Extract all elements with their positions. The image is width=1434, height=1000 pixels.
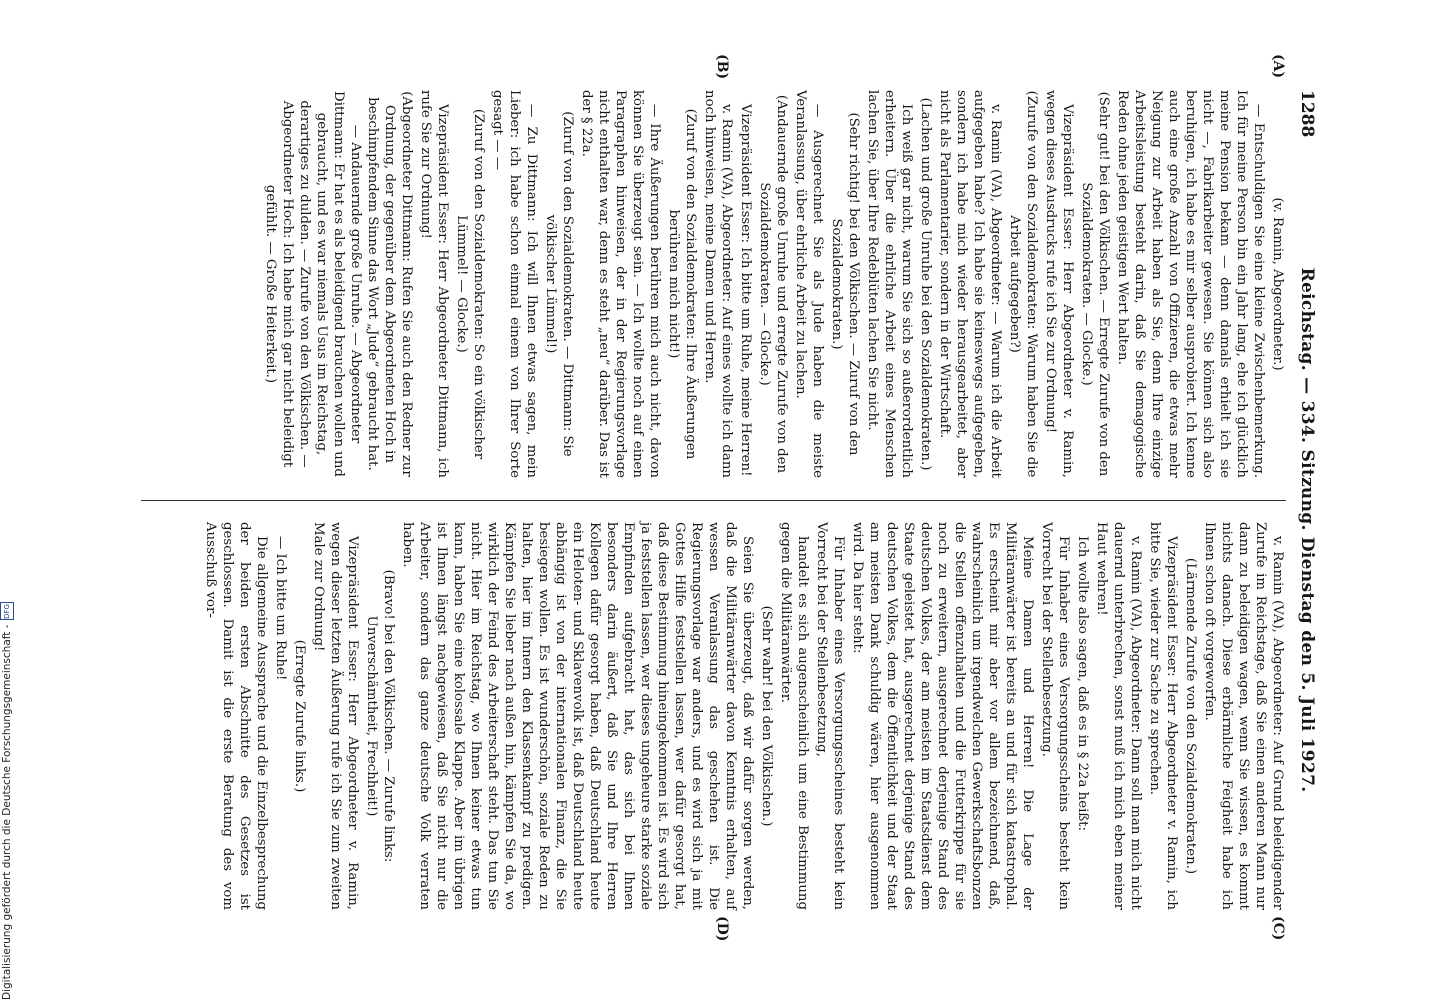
paragraph: (v. Ramin, Abgeordneter.)	[1270, 197, 1285, 371]
paragraph: (Zuruf von den Sozialdemokraten. — Dittmann: Sie völkischer Lümmel!)	[543, 111, 575, 457]
paragraph: Vizepräsident Esser: Herr Abgeordneter v. Ramin, ich bitte Sie, wieder zur Sache zu sprechen.	[1147, 522, 1179, 910]
paragraph: Vizepräsident Esser: Herr Abgeordneter v. Ramin, wegen dieses Ausdrucks rufe ich Sie zur Ordnung!	[1043, 90, 1075, 478]
right-column	[200, 522, 1286, 910]
paragraph: Vizepräsident Esser: Herr Abgeordneter Dittmann, ich rufe Sie zur Ordnung!	[418, 90, 450, 478]
paragraph: (Erregte Zurufe links.)	[292, 639, 307, 793]
paragraph: (Lachen und große Unruhe bei den Sozialdemokraten.)	[918, 97, 933, 471]
page-number: 1288	[1297, 90, 1317, 138]
paragraph: — Ihre Äußerungen berühren mich auch nicht, davon können Sie überzeugt sein. — Ich wollte noch auf einen Paragraphen hinweisen, der in der Regierungsvorlage nicht enthalten war, denn es steht „neu“ darüber. Das ist der § 22a.	[579, 90, 662, 478]
paragraph: (Sehr wahr! bei den Völkischen.)	[759, 605, 774, 827]
paragraph: (Sehr gut! bei den Völkischen. — Erregte Zurufe von den Sozialdemokraten. — Glocke.)	[1079, 91, 1111, 477]
paragraph: handelt es sich augenscheinlich um eine Bestimmung gegen die Militäranwärter.	[778, 522, 810, 910]
paragraph: (Bravo! bei den Völkischen. — Zurufe links: Unverschämtheit, Frechheit!)	[364, 569, 396, 863]
paragraph: v. Ramin (VA), Abgeordneter: — Warum ich die Arbeit aufgegeben habe? Ich habe sie keineswegs aufgegeben, sondern ich habe mich wieder herausgearbeitet, aber nicht als Parlamentarier, sondern in der Wirtschaft.	[937, 90, 1003, 478]
paragraph: — Ausgerechnet Sie als Jude haben die meiste Veranlassung, über ehrliche Arbeit zu lachen.	[793, 90, 825, 478]
paragraph: v. Ramin (VA), Abgeordneter: Dann soll man mich nicht dauernd unterbrechen, sonst muß ich mich eben meiner Haut wehren!	[1094, 522, 1143, 910]
margin-marker-a: (A)	[1270, 54, 1286, 79]
paragraph: Vizepräsident Esser: Ich bitte um Ruhe, meine Herren!	[738, 104, 753, 477]
paragraph: — Ich bitte um Ruhe!	[273, 536, 288, 681]
margin-marker-d: (D)	[714, 916, 730, 942]
paragraph: (Zuruf von den Sozialdemokraten: Ihre Äußerungen berühren mich nicht!)	[666, 108, 698, 460]
paragraph: Meine Damen und Herren! Die Lage der Militäranwärter ist bereits an und für sich katastrophal. Es erscheint mir aber vor allem bezeichnend, daß, wahrscheinlich um irgendwelchen Gewerkschaftsbonzen die Stellen offenzuhalten und die Futterkrippe für sie noch zu erweitern, ausgerechnet derjenige Stand des deutschen Volkes, der am meisten im Staatsdienst dem Staate geleistet hat, ausgerechnet derjenige Stand des deutschen Volkes, dem die Öffentlichkeit und der Staat am meisten Dank schuldig wären, hier ausgenommen wird. Da hier steht:	[850, 522, 1035, 910]
rotated-page-content	[120, 54, 1320, 942]
paragraph: (Abgeordneter Dittmann: Rufen Sie auch den Redner zur Ordnung, der gegenüber dem Abgeordneten Hoch in beschimpfendem Sinne das Wort „Jude“ gebraucht hat. — Andauernde große Unruhe. — Abgeordneter Dittmann: Er hat es als beleidigend brauchen wollen und gebraucht, und es war niemals Usus im Reichstag, derartiges zu dulden. — Zurufe von den Völkischen. — Abgeordneter Hoch: Ich habe mich gar nicht beleidigt gefühlt. — Große Heiterkeit.)	[263, 91, 414, 477]
paragraph: v. Ramin (VA), Abgeordneter: Auf eines wollte ich dann noch hinweisen, meine Damen und Herren.	[702, 90, 734, 478]
page-header	[1294, 90, 1320, 910]
paragraph: Für Inhaber eines Versorgungsscheines besteht kein Vorrecht bei der Stellenbesetzung,	[814, 522, 846, 910]
paragraph: Für Inhaber eines Versorgungsscheins besteht kein Vorrecht bei der Stellenbesetzung.	[1039, 522, 1071, 910]
footer-text: Digitalisierung gefördert durch die Deutsche Forschungsgemeinschaft -	[1, 624, 13, 1000]
paragraph: (Zurufe von den Sozialdemokraten: Warum haben Sie die Arbeit aufgegeben?)	[1007, 90, 1039, 478]
paragraph: Ich wollte also sagen, daß es in § 22a heißt:	[1075, 536, 1090, 832]
page-title: Reichstag. — 334. Sitzung. Dienstag den 5. Juli 1927.	[1297, 267, 1317, 793]
paragraph: Vizepräsident Esser: Herr Abgeordneter v. Ramin, wegen dieser letzten Äußerung rufe ich Sie zum zweiten Male zur Ordnung!	[311, 522, 360, 910]
paragraph: (Lärmende Zurufe von den Sozialdemokraten.)	[1183, 557, 1198, 875]
paragraph: (Sehr richtig! bei den Völkischen. — Zuruf von den Sozialdemokraten.)	[829, 112, 861, 456]
paragraph: (Andauernde große Unruhe und erregte Zurufe von den Sozialdemokraten. — Glocke.)	[757, 94, 789, 474]
paragraph: — Zu Dittmann: Ich will Ihnen etwas sagen, mein Lieber: ich habe schon einmal einem von Ihrer Sorte gesagt — —	[490, 90, 539, 478]
digitization-footer	[0, 602, 14, 1000]
paragraph: (Zuruf von den Sozialdemokraten: So ein völkischer Lümmel! — Glocke.)	[454, 108, 486, 460]
paragraph: — Entschuldigen Sie eine kleine Zwischenbemerkung. Ich für meine Person bin ein Jahr lang, ehe ich glücklich meine Pension bekam — denn damals erhielt ich sie nicht —, Fabrikarbeiter gewesen. Sie können sich also beruhigen, ich habe es mir selber ausprobiert. Ich kenne auch eine große Anzahl von Offizieren, die etwas mehr Neigung zur Arbeit haben als Sie, denn Ihre einzige Arbeitsleistung besteht darin, daß Sie demagogische Reden ohne jeden geistigen Wert halten.	[1115, 90, 1266, 478]
paragraph: Seien Sie überzeugt, daß wir dafür sorgen werden, daß die Militäranwärter davon Kenntnis erhalten, auf wessen Veranlassung das geschehen ist. Die Regierungsvorlage war anders, und es wird sich ja mit Gottes Hilfe feststellen lassen, wer dafür gesorgt hat, daß diese Bestimmung hineingekommen ist. Es wird sich ja feststellen lassen, wer dieses ungeheure starke soziale Empfinden aufgebracht hat, das sich bei Ihnen besonders darin äußert, daß Sie und Ihre Herren Kollegen dafür gesorgt haben, daß Deutschland heute ein Heloten- und Sklavenvolk ist, daß Deutschland heute abhängig ist von der internationalen Finanz, die Sie besiegen wollen. Es ist wunderschön, soziale Reden zu halten, hier im Innern den Klassenkampf zu predigen. Kämpfen Sie lieber nach außen hin, kämpfen Sie da, wo wirklich der Feind des Arbeiterschaft steht. Das tun Sie nicht. Hier im Reichstag, wo Ihnen keiner etwas tun kann, haben Sie eine kolossale Klappe. Aber im übrigen ist Ihnen längst nachgewiesen, daß Sie nicht nur die Arbeiter, sondern das ganze deutsche Volk verraten haben.	[400, 522, 755, 910]
paragraph: Ich weiß gar nicht, warum Sie sich so außerordentlich erheitern. Über die ehrliche Arbeit eines Menschen lachen Sie, über Ihre Redeblüten lachen Sie nicht.	[865, 90, 914, 478]
column-divider	[141, 500, 1286, 501]
left-column	[260, 90, 1286, 478]
paragraph: v. Ramin (VA), Abgeordneter: Auf Grund beleidigender Zurufe im Reichstage, daß Sie einen anderen Mann nur dann zu beleidigen wagen, wenn Sie wissen, es kommt nichts danach. Diese erbärmliche Feigheit habe ich Ihnen schon oft vorgeworfen.	[1202, 522, 1285, 910]
paragraph: Die allgemeine Aussprache und die Einzelbesprechung der beiden ersten Abschnitte des Gesetzes ist geschlossen. Damit ist die erste Beratung des vom Ausschuß vor-	[203, 522, 269, 910]
dfg-logo: DFG	[0, 602, 14, 620]
margin-marker-c: (C)	[1270, 916, 1286, 941]
margin-marker-b: (B)	[714, 54, 730, 80]
